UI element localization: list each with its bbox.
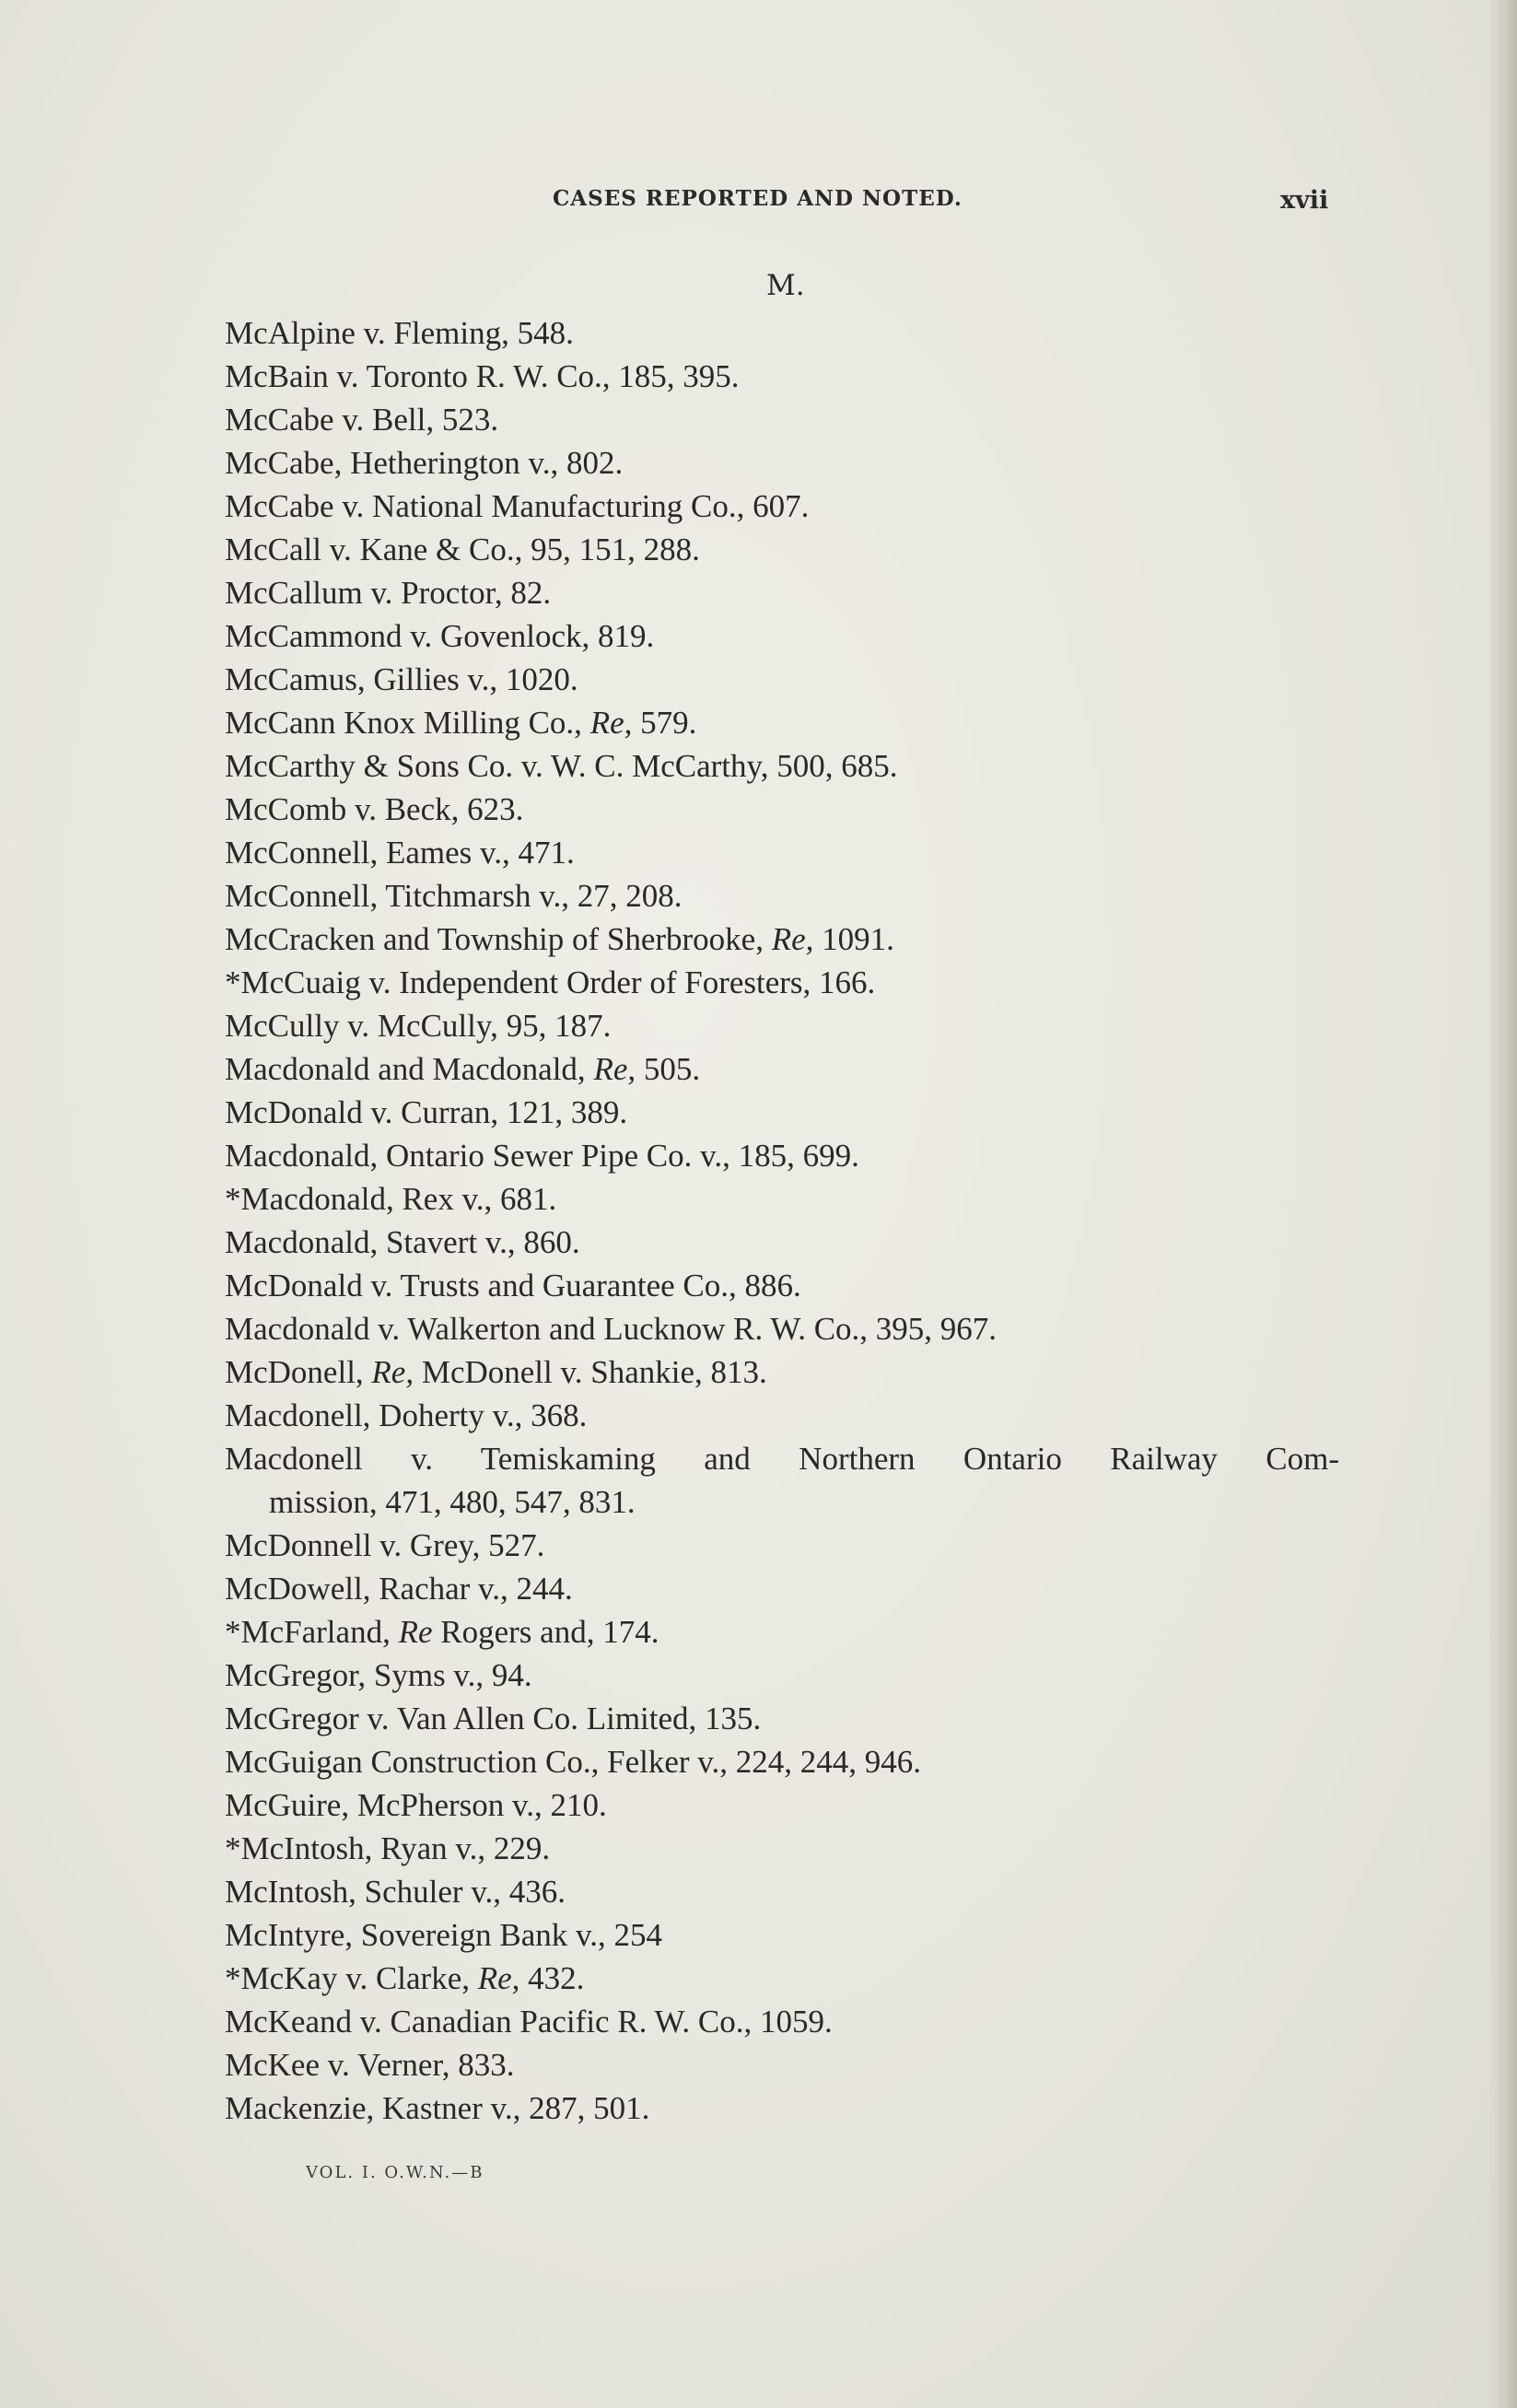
entry-text: Mackenzie, Kastner v., 287, 501. <box>225 2090 650 2126</box>
index-entry <box>225 701 1339 744</box>
entry-text: McGregor v. Van Allen Co. Limited, 135. <box>225 1701 762 1736</box>
index-entry <box>225 744 1339 788</box>
entry-text: McDonald v. Trusts and Guarantee Co., 886. <box>225 1268 801 1303</box>
index-entry <box>225 1827 1339 1870</box>
entry-text: McBain v. Toronto R. W. Co., 185, 395. <box>225 358 740 394</box>
entry-text: McConnell, Eames v., 471. <box>225 835 575 871</box>
signature-mark: VOL. I. O.W.N.—B <box>306 2163 484 2182</box>
entry-text-after: 1091. <box>813 921 894 957</box>
entry-text: Macdonell, Doherty v., 368. <box>225 1397 588 1433</box>
entry-text-after: 579. <box>632 705 697 741</box>
index-entry <box>225 1870 1339 1913</box>
index-entry <box>225 1654 1339 1697</box>
page-number: xvii <box>1280 186 1329 215</box>
index-entry <box>225 398 1339 441</box>
index-entry <box>225 1134 1339 1177</box>
entry-text: McGuire, McPherson v., 210. <box>225 1787 607 1823</box>
page-binding-edge <box>1489 0 1517 2408</box>
entry-italic-re: Re, <box>477 1960 520 1996</box>
entry-text: McCully v. McCully, 95, 187. <box>225 1008 612 1044</box>
entry-text: McDonnell v. Grey, 527. <box>225 1527 545 1563</box>
entry-text: McIntosh, Schuler v., 436. <box>225 1874 566 1910</box>
entry-text: Macdonald, Ontario Sewer Pipe Co. v., 185, 699. <box>225 1138 859 1174</box>
index-entry-continuation <box>225 1480 1339 1524</box>
entry-text: Macdonell v. Temiskaming and Northern Ontario Railway Com- <box>225 1441 1339 1477</box>
entry-text: McGregor, Syms v., 94. <box>225 1657 532 1693</box>
entry-text: McCabe, Hetherington v., 802. <box>225 445 624 481</box>
index-entry <box>225 1957 1339 2000</box>
entry-text: McCallum v. Proctor, 82. <box>225 575 552 611</box>
index-entry <box>225 1740 1339 1783</box>
entry-text-after: 432. <box>519 1960 585 1996</box>
index-entry <box>225 2043 1339 2087</box>
entry-text-after: 505. <box>636 1051 701 1087</box>
index-entry <box>225 1697 1339 1740</box>
index-entry <box>225 1091 1339 1134</box>
index-entry <box>225 1437 1339 1480</box>
entry-text: McKeand v. Canadian Pacific R. W. Co., 1059. <box>225 2004 833 2040</box>
entry-text: McDonell, <box>225 1354 372 1390</box>
entry-text: McKee v. Verner, 833. <box>225 2047 515 2083</box>
entry-text: McIntyre, Sovereign Bank v., 254 <box>225 1917 662 1953</box>
index-entry <box>225 1307 1339 1350</box>
entry-text: McCamus, Gillies v., 1020. <box>225 661 578 697</box>
entry-text-after: McDonell v. Shankie, 813. <box>414 1354 767 1390</box>
index-entry <box>225 355 1339 398</box>
index-entry <box>225 485 1339 528</box>
index-entry <box>225 1264 1339 1307</box>
index-entry <box>225 1913 1339 1957</box>
entry-text: McDowell, Rachar v., 244. <box>225 1571 573 1607</box>
index-entry <box>225 961 1339 1004</box>
entry-text: McCann Knox Milling Co., <box>225 705 590 741</box>
entry-text: *McFarland, <box>225 1614 399 1650</box>
entry-text: McCabe v. National Manufacturing Co., 607. <box>225 488 810 524</box>
index-entry <box>225 441 1339 485</box>
entry-text: McGuigan Construction Co., Felker v., 224, 244, 946. <box>225 1744 922 1780</box>
index-entry <box>225 1047 1339 1091</box>
index-entry <box>225 2000 1339 2043</box>
entry-text: McAlpine v. Fleming, 548. <box>225 315 574 351</box>
index-entry <box>225 874 1339 918</box>
index-entry <box>225 1177 1339 1221</box>
case-index-list <box>225 311 1339 2130</box>
index-entry <box>225 1783 1339 1827</box>
entry-text: *McIntosh, Ryan v., 229. <box>225 1830 551 1866</box>
entry-text: McComb v. Beck, 623. <box>225 791 524 827</box>
running-head <box>0 186 1517 223</box>
entry-text: *McKay v. Clarke, <box>225 1960 478 1996</box>
entry-text: McCabe v. Bell, 523. <box>225 402 499 438</box>
section-heading: M. <box>766 269 805 302</box>
index-entry <box>225 918 1339 961</box>
index-entry <box>225 614 1339 658</box>
entry-text-after: Rogers and, 174. <box>432 1614 659 1650</box>
index-entry <box>225 528 1339 571</box>
index-entry <box>225 658 1339 701</box>
entry-text: Macdonald v. Walkerton and Lucknow R. W. Co., 395, 967. <box>225 1311 998 1347</box>
index-entry <box>225 311 1339 355</box>
index-entry <box>225 2087 1339 2130</box>
entry-text: McCammond v. Govenlock, 819. <box>225 618 655 654</box>
entry-text: *Macdonald, Rex v., 681. <box>225 1181 557 1217</box>
entry-text: Macdonald, Stavert v., 860. <box>225 1224 580 1260</box>
index-entry <box>225 1567 1339 1610</box>
index-entry <box>225 1394 1339 1437</box>
index-entry <box>225 1004 1339 1047</box>
index-entry <box>225 831 1339 874</box>
index-entry <box>225 1350 1339 1394</box>
entry-text: McConnell, Titchmarsh v., 27, 208. <box>225 878 683 914</box>
entry-text: McCall v. Kane & Co., 95, 151, 288. <box>225 532 700 567</box>
entry-text: mission, 471, 480, 547, 831. <box>269 1484 636 1520</box>
entry-italic-re: Re, <box>371 1354 414 1390</box>
entry-text: Macdonald and Macdonald, <box>225 1051 594 1087</box>
index-entry <box>225 1524 1339 1567</box>
index-entry <box>225 788 1339 831</box>
entry-text: McCracken and Township of Sherbrooke, <box>225 921 772 957</box>
entry-italic-re: Re, <box>589 705 633 741</box>
running-title: CASES REPORTED AND NOTED. <box>553 186 963 211</box>
entry-italic-re: Re, <box>771 921 814 957</box>
entry-italic-re: Re, <box>593 1051 636 1087</box>
index-entry <box>225 571 1339 614</box>
index-entry <box>225 1221 1339 1264</box>
entry-italic-re: Re <box>398 1614 433 1650</box>
entry-text: McCarthy & Sons Co. v. W. C. McCarthy, 500, 685. <box>225 748 898 784</box>
entry-text: *McCuaig v. Independent Order of Foresters, 166. <box>225 964 876 1000</box>
entry-text: McDonald v. Curran, 121, 389. <box>225 1094 628 1130</box>
index-entry <box>225 1610 1339 1654</box>
